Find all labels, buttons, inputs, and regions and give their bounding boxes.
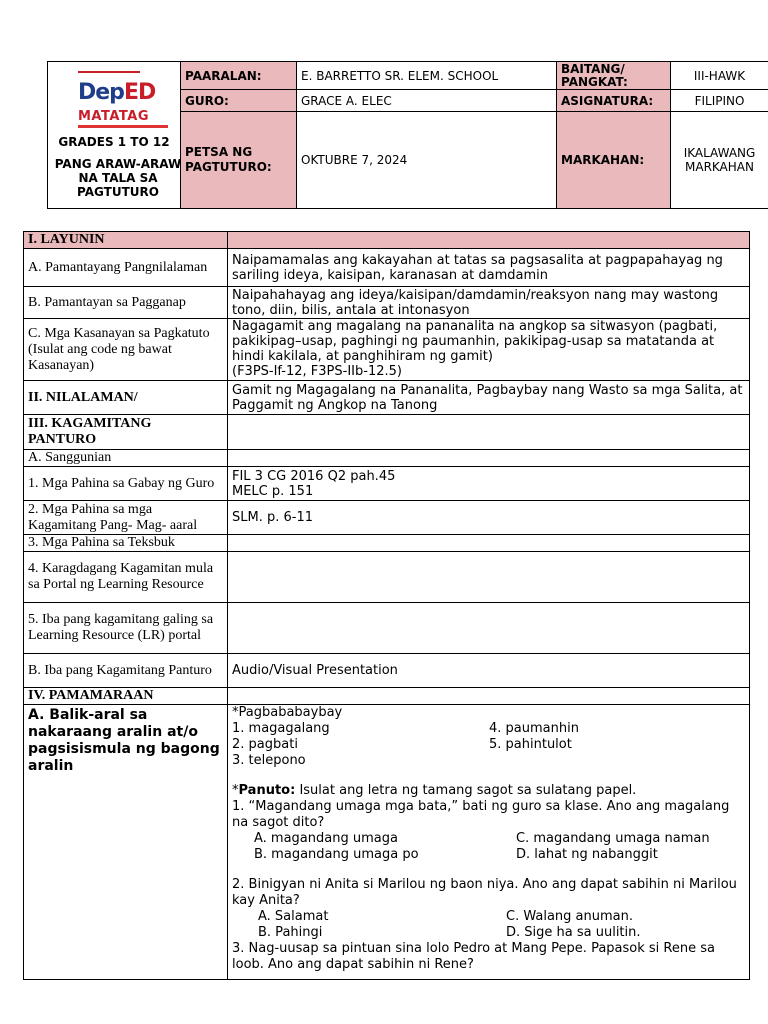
grades-label: GRADES 1 TO 12 <box>58 135 170 149</box>
nilalaman-value: Gamit ng Magagalang na Pananalita, Pagbaybay nang Wasto sa mga Salita, at Paggamit ng Angkop na Tanong <box>228 381 750 415</box>
kasanayan-cell <box>228 319 750 381</box>
iba-kagamitan-label: B. Iba pang Kagamitang Panturo <box>24 654 228 688</box>
kasanayan-label: C. Mga Kasanayan sa Pagkatuto (Isulat ang code ng bawat Kasanayan) <box>24 319 228 381</box>
word-item: 3. telepono <box>232 753 306 768</box>
sanggunian-label: A. Sanggunian <box>24 450 228 467</box>
question-1: 1. “Magandang umaga mga bata,” bati ng guro sa klase. Ano ang magalang na sagot dito? <box>232 799 730 830</box>
question-3: 3. Nag-uusap sa pintuan sina lolo Pedro at Mang Pepe. Papasok si Rene sa loob. Ano ang dapat sabihin ni Rene? <box>232 941 715 972</box>
pagbabaybay-heading: *Pagbababaybay <box>232 705 343 720</box>
logo-bar <box>78 71 140 73</box>
karagdagang-label: 4. Karagdagang Kagamitan mula sa Portal ng Learning Resource <box>24 552 228 603</box>
gabay-value-2: MELC p. 151 <box>232 483 314 499</box>
kasanayan-value: Nagagamit ang magalang na pananalita na angkop sa sitwasyon (pagbati, pakikipag–usap, paghingi ng paumanhin, pakikipag-usap sa matatanda at hindi kakilala, at panghihiram ng gamit) <box>232 319 718 364</box>
panuto-line: *Panuto: Isulat ang letra ng tamang sagot sa sulatang papel. <box>232 783 637 798</box>
balik-aral-label: A. Balik-aral sa nakaraang aralin at/o pagsisismula ng bagong aralin <box>24 705 228 980</box>
baitang-label: BAITANG/ PANGKAT: <box>557 62 671 90</box>
word-item: 5. pahintulot <box>489 737 572 752</box>
paaralan-value: E. BARRETTO SR. ELEM. SCHOOL <box>297 62 557 90</box>
header-table <box>47 61 768 209</box>
pamantayang-label: A. Pamantayang Pangnilalaman <box>24 249 228 287</box>
gabay-label: 1. Mga Pahina sa Gabay ng Guro <box>24 467 228 501</box>
word-item <box>489 753 729 769</box>
markahan-label: MARKAHAN: <box>557 112 671 209</box>
activity-cell <box>228 705 750 980</box>
choice: B. magandang umaga po <box>254 847 419 862</box>
deped-logo: DepED <box>78 80 156 105</box>
document-title: PANG ARAW-ARAW NA TALA SA PAGTUTURO <box>54 157 182 199</box>
baitang-value: III-HAWK <box>671 62 768 90</box>
word-item: 1. magagalang <box>232 721 330 736</box>
petsa-value: OKTUBRE 7, 2024 <box>297 112 557 209</box>
kagamitan-heading: III. KAGAMITANG PANTURO <box>24 415 228 450</box>
kagamitan-mag-aaral-label: 2. Mga Pahina sa mga Kagamitang Pang- Mag- aaral <box>24 501 228 535</box>
nilalaman-label: II. NILALAMAN/ <box>24 381 228 415</box>
markahan-value: IKALAWANG MARKAHAN <box>671 112 768 209</box>
choice: A. Salamat <box>258 909 329 924</box>
iba-kagamitan-value: Audio/Visual Presentation <box>228 654 750 688</box>
word-list <box>232 721 745 769</box>
kagamitan-mag-aaral-value: SLM. p. 6-11 <box>228 501 750 535</box>
logo-cell <box>48 62 181 209</box>
q2-choices <box>232 909 745 941</box>
gabay-cell <box>228 467 750 501</box>
choice: D. lahat ng nabanggit <box>516 847 658 862</box>
matatag-logo: MATATAG <box>78 109 149 124</box>
word-item: 2. pagbati <box>232 737 298 752</box>
kasanayan-code: (F3PS-If-12, F3PS-IIb-12.5) <box>232 364 402 379</box>
iba-lr-label: 5. Iba pang kagamitang galing sa Learning Resource (LR) portal <box>24 603 228 654</box>
question-2: 2. Binigyan ni Anita si Marilou ng baon niya. Ano ang dapat sabihin ni Marilou kay Anita? <box>232 877 737 908</box>
asignatura-label: ASIGNATURA: <box>557 90 671 112</box>
choice: A. magandang umaga <box>254 831 398 846</box>
teksbuk-label: 3. Mga Pahina sa Teksbuk <box>24 535 228 552</box>
choice: B. Pahingi <box>258 925 323 940</box>
word-item: 4. paumanhin <box>489 721 579 736</box>
choice: C. Walang anuman. <box>506 909 633 924</box>
guro-label: GURO: <box>181 90 297 112</box>
layunin-heading: I. LAYUNIN <box>24 232 228 249</box>
pamantayang-value: Naipamamalas ang kakayahan at tatas sa pagsasalita at pagpapahayag ng sariling ideya, kaisipan, karanasan at damdamin <box>228 249 750 287</box>
guro-value: GRACE A. ELEC <box>297 90 557 112</box>
asignatura-value: FILIPINO <box>671 90 768 112</box>
logo-tagline <box>78 125 168 128</box>
lesson-plan-table <box>23 231 750 980</box>
pamamaraan-heading: IV. PAMAMARAAN <box>24 688 228 705</box>
choice: C. magandang umaga naman <box>516 831 710 846</box>
pagganap-value: Naipahahayag ang ideya/kaisipan/damdamin/reaksyon nang may wastong tono, diin, bilis, antala at intonasyon <box>228 287 750 319</box>
q1-choices <box>232 831 745 863</box>
gabay-value-1: FIL 3 CG 2016 Q2 pah.45 <box>232 468 396 484</box>
petsa-label: PETSA NG PAGTUTURO: <box>181 112 297 209</box>
paaralan-label: PAARALAN: <box>181 62 297 90</box>
choice: D. Sige ha sa uulitin. <box>506 925 641 940</box>
pagganap-label: B. Pamantayan sa Pagganap <box>24 287 228 319</box>
